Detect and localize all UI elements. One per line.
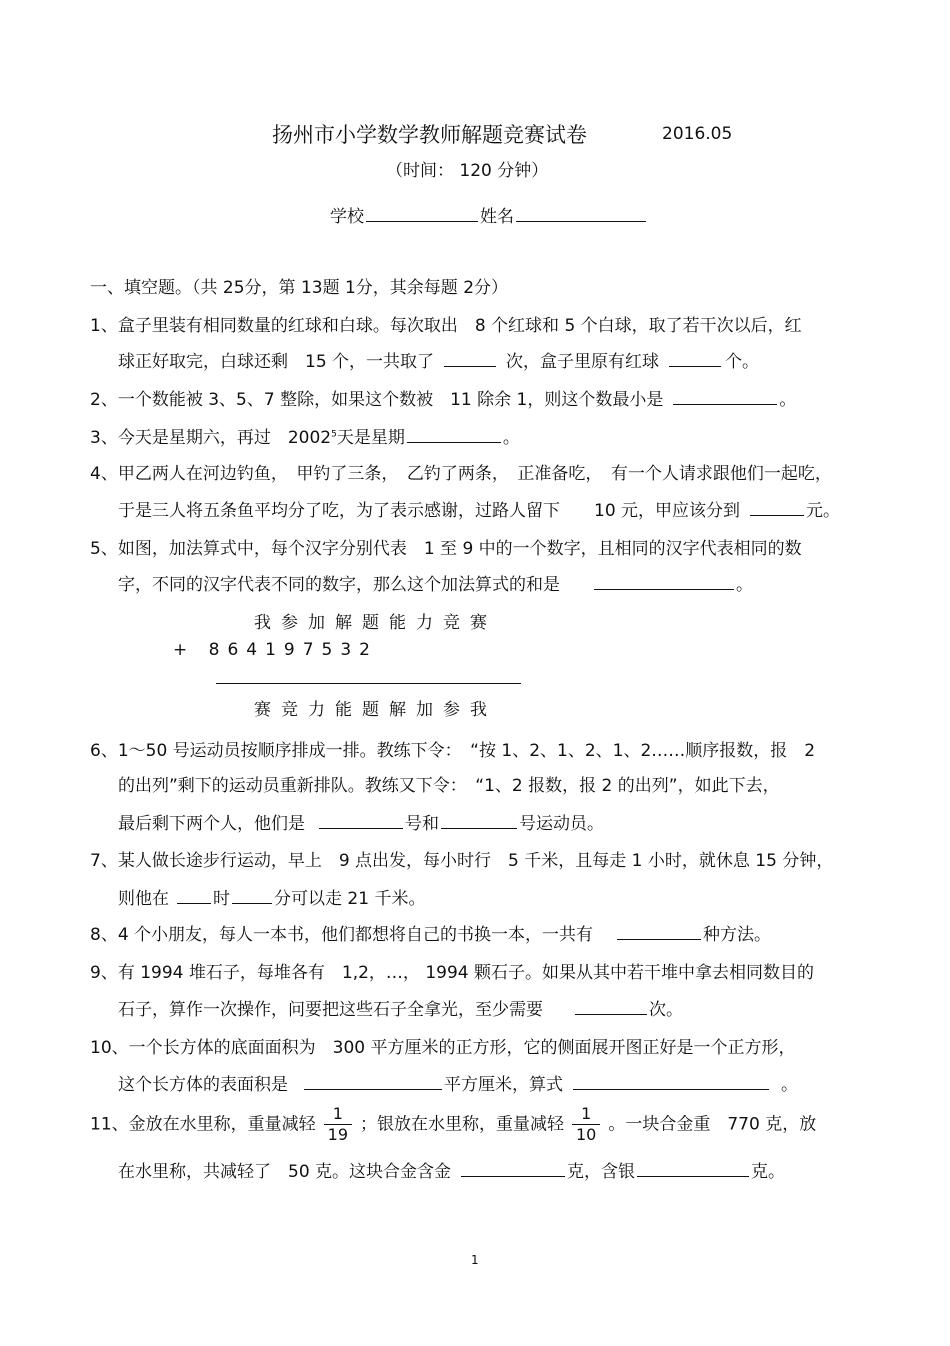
q1-line2 [118, 347, 759, 372]
q2-line [90, 385, 796, 410]
q11-blank-silver[interactable] [637, 1175, 749, 1177]
q3-blank[interactable] [407, 441, 501, 443]
addition-row2: + 864197532 [173, 640, 378, 660]
section-heading: 一、填空题。（共 25分，第 13题 1分，其余每题 2分） [90, 278, 509, 298]
q1-text-a: 球正好取完，白球还剩 15 个，一共取了 [118, 352, 435, 372]
name-field[interactable] [516, 220, 646, 222]
q11-text-d: 在水里称，共减轻了 50 克。这块合金含金 [118, 1162, 452, 1182]
fraction-one-nineteenth [324, 1104, 352, 1145]
q8-text-b: 种方法。 [703, 925, 772, 945]
q8-text-a: 8、4 个小朋友，每人一本书，他们都想将自己的书换一本，一共有 [90, 925, 594, 945]
school-field[interactable] [366, 220, 478, 222]
page-number: 1 [471, 1253, 479, 1267]
q7-line1: 7、某人做长途步行运动，早上 9 点出发，每小时行 5 千米，且每走 1 小时，就休息 15 分钟， [90, 851, 834, 871]
q11-text-c: 。一块合金重 770 克，放 [608, 1114, 817, 1135]
q11-line1 [90, 1104, 816, 1145]
q1-blank-red[interactable] [669, 365, 721, 367]
q5-line2 [118, 570, 753, 595]
q4-blank[interactable] [750, 514, 804, 516]
q7-text-b: 时 [213, 889, 230, 909]
q2-text-b: 。 [779, 390, 797, 410]
q7-text-a: 则他在 [118, 889, 169, 909]
q9-line2 [118, 995, 683, 1020]
q11-text-b: ；银放在水里称，重量减轻 [360, 1114, 564, 1135]
q4-text-a: 于是三人将五条鱼平均分了吃，为了表示感谢，过路人留下 10 元，甲应该分到 [118, 501, 741, 521]
q7-blank-hour[interactable] [177, 902, 211, 904]
q10-line1: 10、一个长方体的底面面积为 300 平方厘米的正方形，它的侧面展开图正好是一个正方形， [90, 1038, 796, 1058]
exam-title: 扬州市小学数学教师解题竞赛试卷 [272, 123, 587, 147]
q11-text-a: 11、金放在水里称，重量减轻 [90, 1114, 316, 1135]
q6-line1: 6、1～50 号运动员按顺序排成一排。教练下令： “按 1、2、1、2、1、2……顺序报数，报 2 [90, 741, 816, 761]
addition-sum-line [216, 683, 521, 684]
fraction1-denominator: 19 [327, 1125, 348, 1144]
q9-blank[interactable] [575, 1013, 647, 1015]
q10-text-b: 平方厘米，算式 [444, 1075, 563, 1095]
q3-text-a: 3、今天是星期六，再过 2002 [90, 428, 332, 448]
exam-date: 2016.05 [662, 124, 733, 144]
q5-blank[interactable] [594, 588, 734, 590]
q8-blank[interactable] [617, 938, 701, 940]
q1-line1: 1、盒子里装有相同数量的红球和白球。每次取出 8 个红球和 5 个白球，取了若干次以后，红 [90, 316, 802, 336]
q6-text-a: 最后剩下两个人，他们是 [118, 814, 305, 834]
q3-text-b: 天是星期 [336, 428, 405, 448]
q10-text-a: 这个长方体的表面积是 [118, 1075, 288, 1095]
addition-row3: 赛竞力能题解加参我 [254, 700, 497, 720]
time-note: （时间： 120 分钟） [386, 161, 549, 181]
q11-line2 [118, 1157, 785, 1182]
fraction-one-tenth [572, 1104, 600, 1145]
q7-line2 [118, 884, 425, 909]
school-name-line [330, 202, 648, 227]
q1-text-c: 个。 [725, 352, 760, 372]
q7-blank-minute[interactable] [232, 902, 272, 904]
q6-text-c: 号运动员。 [519, 814, 604, 834]
q2-blank[interactable] [673, 403, 777, 405]
q9-text-a: 石子，算作一次操作，问要把这些石子全拿光，至少需要 [118, 1000, 543, 1020]
q4-line2 [118, 496, 840, 521]
q11-text-e: 克，含银 [567, 1162, 636, 1182]
fraction2-denominator: 10 [576, 1125, 597, 1144]
q9-line1: 9、有 1994 堆石子，每堆各有 1,2，…， 1994 颗石子。如果从其中若干堆中拿去相同数目的 [90, 963, 814, 983]
q4-text-b: 元。 [806, 501, 841, 521]
q10-line2 [118, 1070, 798, 1095]
q5-text-b: 。 [736, 575, 753, 595]
q11-text-f: 克。 [751, 1162, 786, 1182]
q3-line [90, 423, 520, 448]
q4-line1: 4、甲乙两人在河边钓鱼， 甲钓了三条， 乙钓了两条， 正准备吃， 有一个人请求跟他们一起吃， [90, 464, 832, 484]
q3-text-c: 。 [502, 428, 520, 448]
q5-text-a: 字，不同的汉字代表不同的数字，那么这个加法算式的和是 [118, 575, 560, 595]
addition-row1: 我参加解题能力竞赛 [254, 613, 497, 633]
q6-line2: 的出列”剩下的运动员重新排队。教练又下令： “1、2 报数，报 2 的出列”，如此下去， [118, 776, 780, 796]
fraction2-numerator: 1 [572, 1104, 600, 1125]
q7-text-c: 分可以走 21 千米。 [274, 889, 426, 909]
q1-text-b: 次，盒子里原有红球 [506, 352, 660, 372]
q10-blank-area[interactable] [304, 1088, 442, 1090]
q3-exponent: 5 [331, 429, 337, 440]
q10-text-c: 。 [781, 1075, 798, 1095]
q5-line1: 5、如图，加法算式中，每个汉字分别代表 1 至 9 中的一个数字，且相同的汉字代表相同的数 [90, 539, 802, 559]
q8-line [90, 920, 771, 945]
q6-line3 [118, 809, 604, 834]
q2-text-a: 2、一个数能被 3、5、7 整除，如果这个数被 11 除余 1，则这个数最小是 [90, 390, 664, 410]
q1-blank-times[interactable] [444, 365, 496, 367]
q10-blank-formula[interactable] [573, 1088, 769, 1090]
school-label: 学校 [330, 207, 364, 227]
q11-blank-gold[interactable] [461, 1175, 565, 1177]
name-label: 姓名 [480, 207, 514, 227]
fraction1-numerator: 1 [324, 1104, 352, 1125]
q6-blank-2[interactable] [441, 827, 517, 829]
q6-text-b: 号和 [405, 814, 439, 834]
q6-blank-1[interactable] [319, 827, 403, 829]
q9-text-b: 次。 [649, 1000, 683, 1020]
